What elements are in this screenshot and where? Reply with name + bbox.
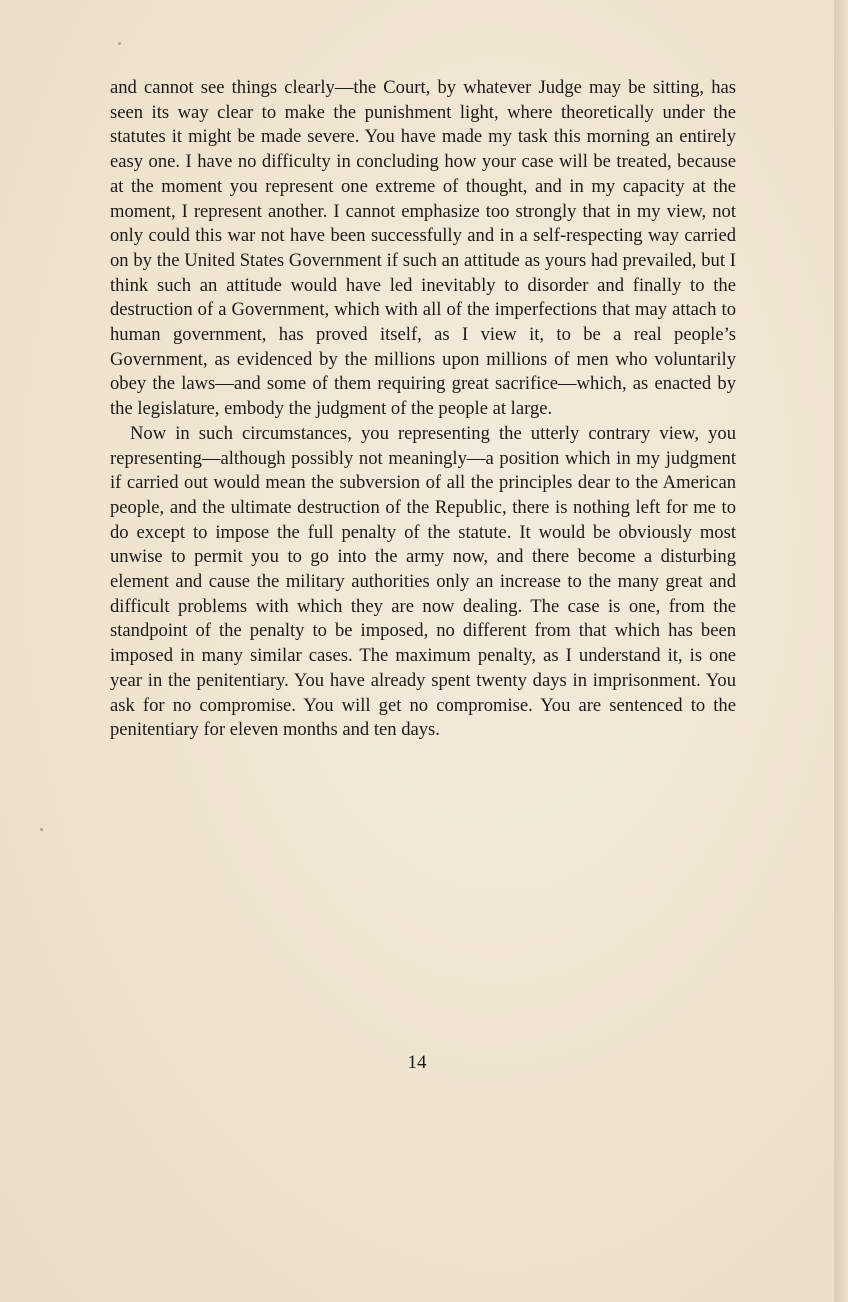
paragraph: Now in such circumstances, you representing the utterly contrary view, you representing—although possibly not meaningly—a position which in my judgment if carried out would mean the subversion of all the principles dear to the American people, and the ultimate destruction of the Republic, there is nothing left for me to do except to impose the full penalty of the statute. It would be obviously most unwise to permit you to go into the army now, and there become a disturbing element and cause the military authorities only an increase to the many great and difficult problems with which they are now dealing. The case is one, from the standpoint of the penalty to be imposed, no different from that which has been imposed in many similar cases. The maximum penalty, as I understand it, is one year in the penitentiary. You have already spent twenty days in imprisonment. You ask for no compromise. You will get no compromise. You are sentenced to the penitentiary for eleven months and ten days. (110, 422, 736, 741)
paper-speck (118, 42, 121, 45)
body-text (110, 76, 736, 743)
paper-speck (40, 828, 43, 831)
page-edge (834, 0, 848, 1302)
page-number: 14 (407, 1052, 427, 1073)
paragraph: and cannot see things clearly—the Court, by whatever Judge may be sitting, has seen its way clear to make the punishment light, where theoretically under the statutes it might be made severe. You have made my task this morning an entirely easy one. I have no difficulty in concluding how your case will be treated, because at the moment you represent one extreme of thought, and in my capacity at the moment, I represent another. I cannot emphasize too strongly that in my view, not only could this war not have been successfully and in a self-respecting way carried on by the United States Government if such an attitude as yours had prevailed, but I think such an attitude would have led inevitably to disorder and finally to the destruction of a Government, which with all of the imperfections that may attach to human government, has proved itself, as I view it, to be a real people’s Government, as evidenced by the millions upon millions of men who voluntarily obey the laws—and some of them requiring great sacrifice—which, as enacted by the legislature, embody the judgment of the people at large. (110, 77, 736, 420)
